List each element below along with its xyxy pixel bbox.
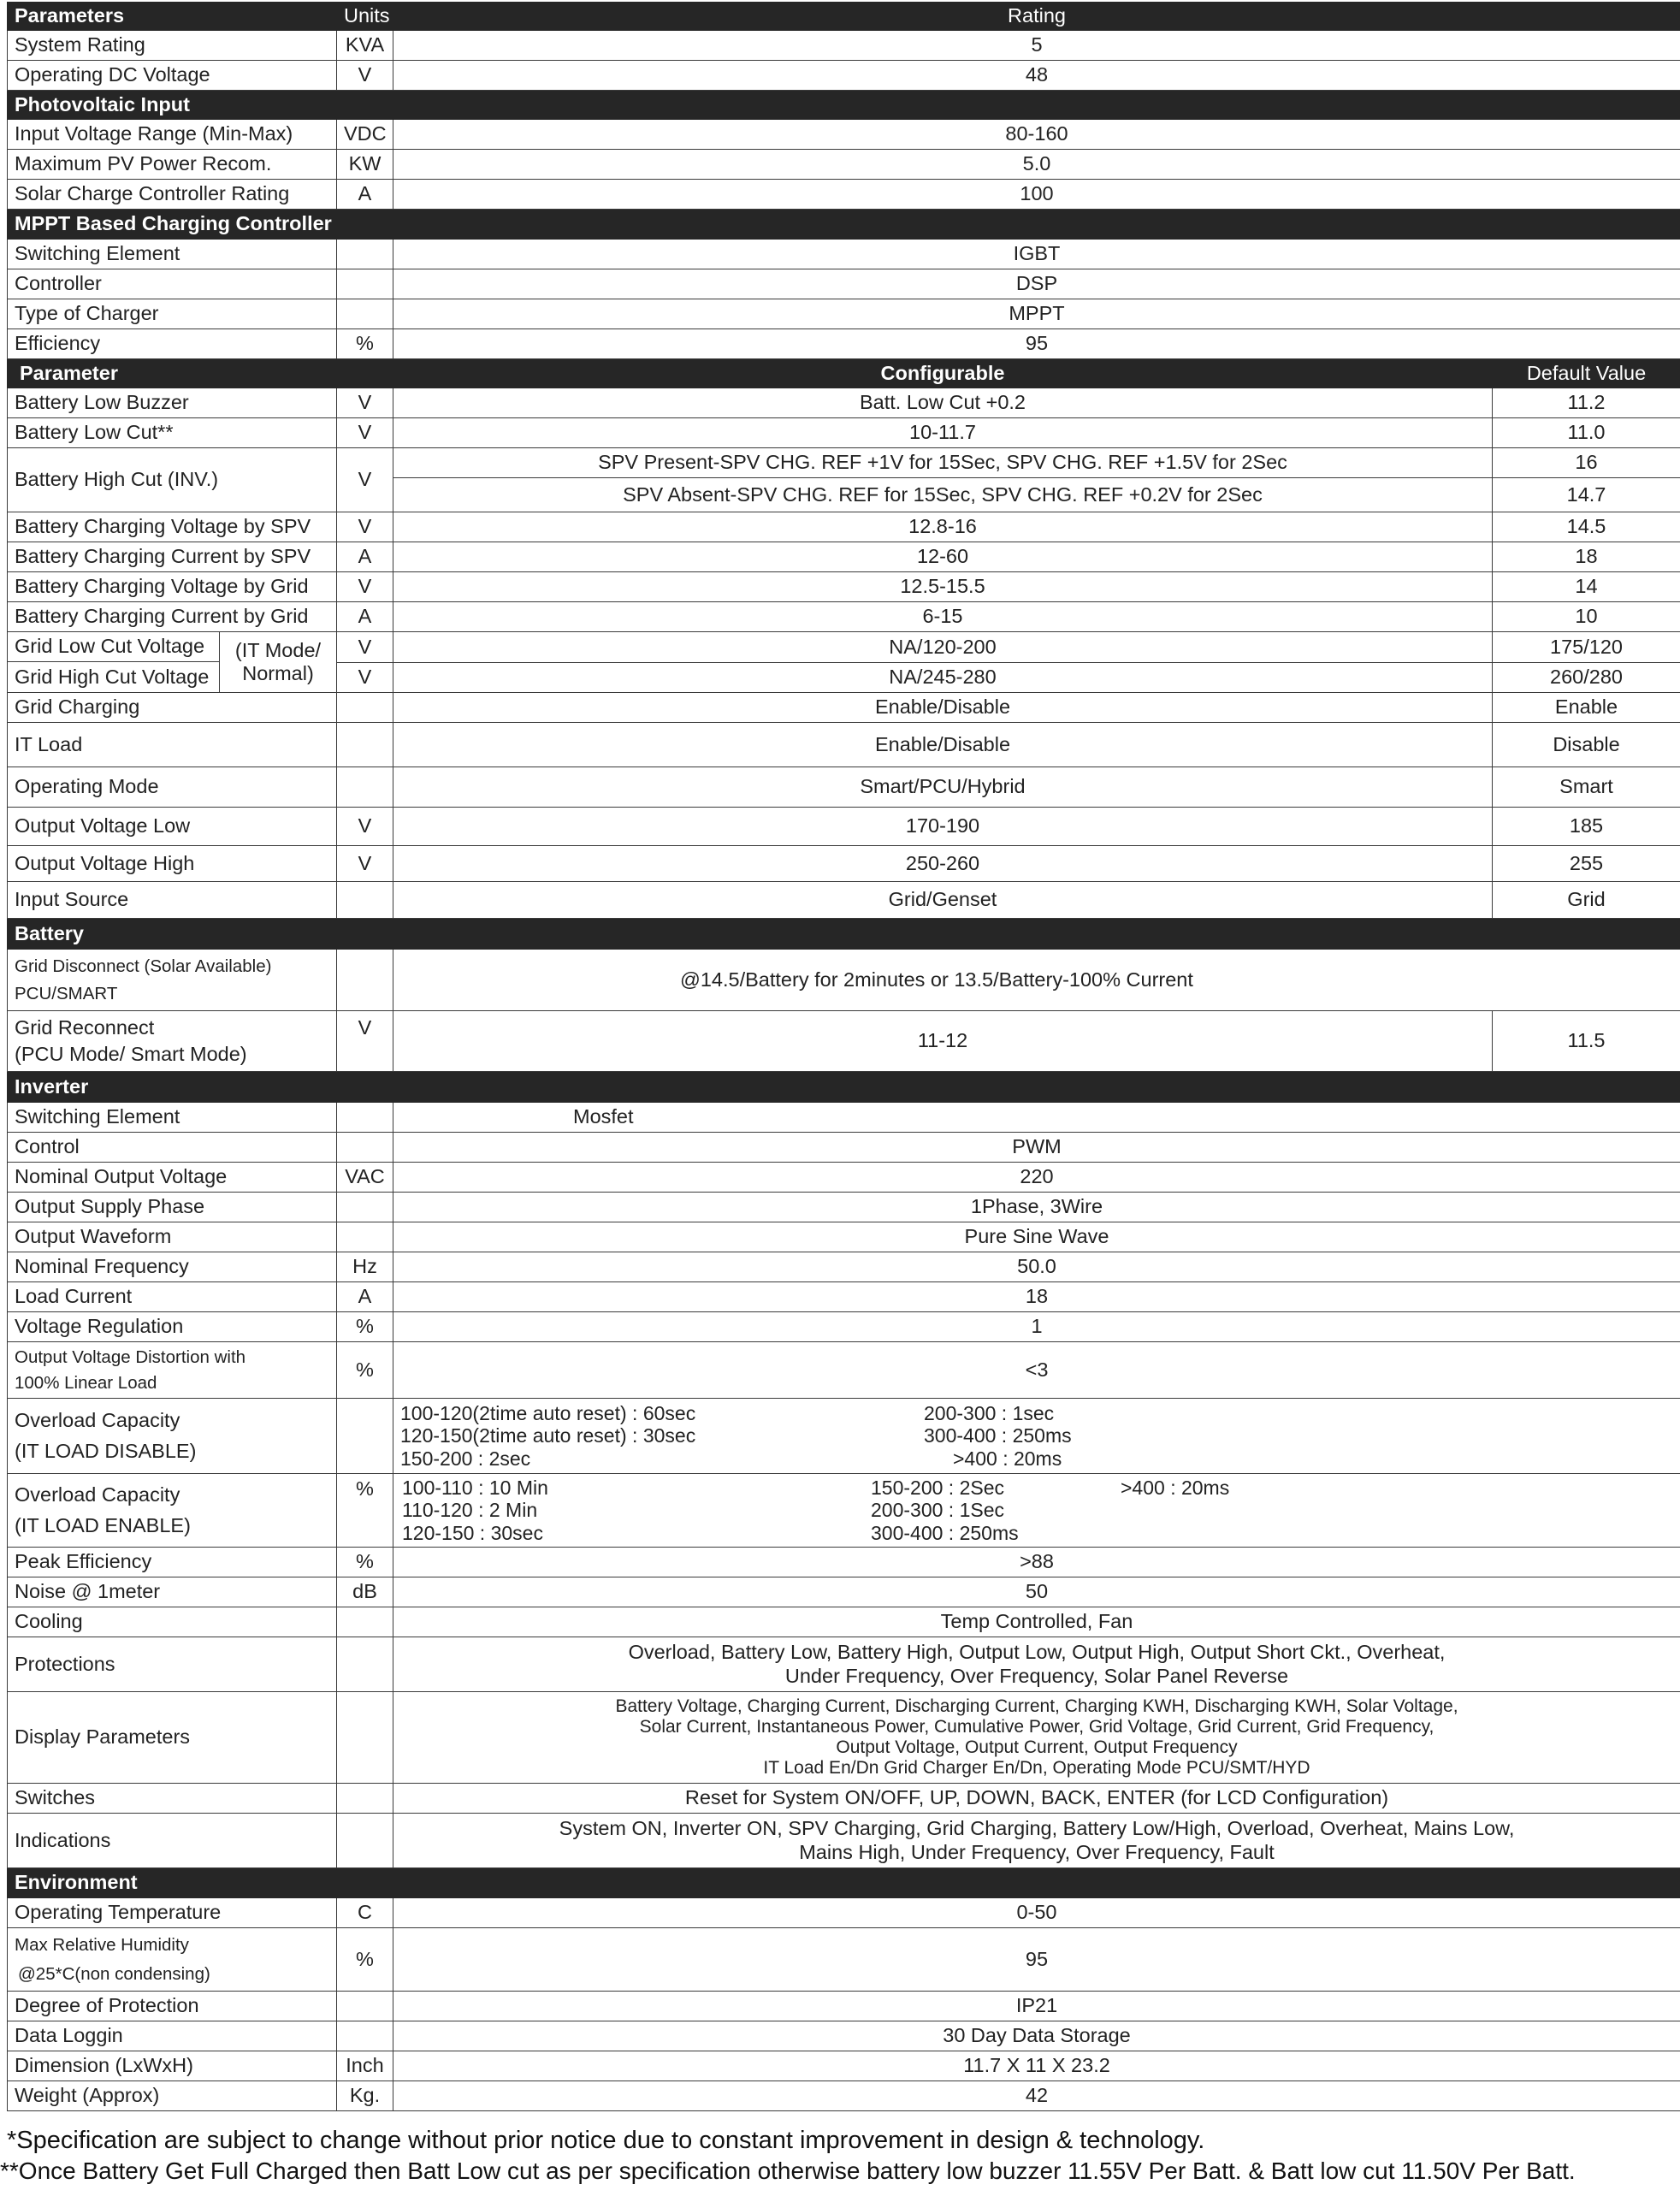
param-value: 18 <box>393 1282 1680 1312</box>
table-row <box>8 542 1680 572</box>
param-value: 170-190 <box>393 808 1493 846</box>
section-title: Battery <box>8 919 1680 950</box>
param-name: Efficiency <box>8 329 337 359</box>
param-unit: Kg. <box>337 2081 393 2111</box>
table-row <box>8 329 1680 359</box>
param-unit <box>337 1692 393 1784</box>
footnote-2: **Once Battery Get Full Charged then Batt Low cut as per specification otherwise battery low buzzer 11.55V Per Batt. & Batt low cut 11.50V Per Batt. <box>0 2157 1576 2184</box>
param-name: Operating DC Voltage <box>8 61 337 91</box>
table-row <box>8 1692 1680 1784</box>
ol-text: 150-200 : 2Sec <box>871 1476 1005 1499</box>
param-name: Input Source <box>8 882 337 919</box>
param-name: Switching Element <box>8 1103 337 1133</box>
param-default: Enable <box>1493 693 1680 723</box>
param-name-line2: PCU/SMART <box>15 983 118 1003</box>
table-row <box>8 1252 1680 1282</box>
table-row <box>8 150 1680 180</box>
param-unit: A <box>337 542 393 572</box>
param-unit: A <box>337 1282 393 1312</box>
ol-text: 200-300 : 1Sec <box>871 1499 1005 1522</box>
table-row <box>8 1607 1680 1637</box>
param-name: Display Parameters <box>8 1692 337 1784</box>
table-row <box>8 846 1680 882</box>
param-value: 6-15 <box>393 602 1493 632</box>
header-rating: Rating <box>393 3 1680 31</box>
param-name: Output Waveform <box>8 1222 337 1252</box>
param-name-line1: Max Relative Humidity <box>15 1934 189 1955</box>
param-value: Enable/Disable <box>393 723 1493 767</box>
table-row <box>8 1222 1680 1252</box>
section-title: Environment <box>8 1868 1680 1898</box>
table-row <box>8 1312 1680 1342</box>
param-name: Battery Low Buzzer <box>8 388 337 418</box>
param-name-line2: (IT LOAD ENABLE) <box>15 1513 191 1536</box>
param-value: 5.0 <box>393 150 1680 180</box>
param-unit: % <box>337 1342 393 1399</box>
param-name: Degree of Protection <box>8 1992 337 2021</box>
table-row <box>8 269 1680 299</box>
ol-text: 200-300 : 1sec <box>924 1401 1055 1424</box>
param-name: Protections <box>8 1637 337 1692</box>
param-value <box>393 1637 1680 1692</box>
param-value: 48 <box>393 61 1680 91</box>
spec-table <box>7 2 1680 2111</box>
param-unit <box>337 1814 393 1868</box>
param-unit <box>337 1992 393 2021</box>
param-default: 11.5 <box>1493 1011 1680 1072</box>
param-value: 12.8-16 <box>393 512 1493 542</box>
param-default: 255 <box>1493 846 1680 882</box>
param-unit <box>337 1222 393 1252</box>
param-name: Switches <box>8 1784 337 1814</box>
value-line: Battery Voltage, Charging Current, Discharging Current, Charging KWH, Discharging KWH, Solar Voltage, <box>615 1696 1458 1716</box>
param-name-line2: (PCU Mode/ Smart Mode) <box>15 1043 247 1065</box>
table-row <box>8 418 1680 448</box>
param-default: 11.0 <box>1493 418 1680 448</box>
param-value: IP21 <box>393 1992 1680 2021</box>
ol-text: 100-110 : 10 Min <box>402 1476 548 1499</box>
table-row <box>8 388 1680 418</box>
param-value: 12.5-15.5 <box>393 572 1493 602</box>
param-name-line1: Grid Reconnect <box>15 1015 155 1039</box>
overload-enable-value <box>393 1474 1680 1548</box>
param-value: Pure Sine Wave <box>393 1222 1680 1252</box>
table-row <box>8 1011 1680 1072</box>
param-value: 220 <box>393 1163 1680 1193</box>
param-unit: A <box>337 180 393 210</box>
param-default: 185 <box>1493 808 1680 846</box>
param-unit <box>337 2021 393 2051</box>
header-blank <box>337 359 393 388</box>
table-row <box>8 240 1680 269</box>
param-value: SPV Absent-SPV CHG. REF for 15Sec, SPV CHG. REF +0.2V for 2Sec <box>393 478 1493 512</box>
table-row <box>8 808 1680 846</box>
param-name <box>8 1474 337 1548</box>
param-name <box>8 1011 337 1072</box>
table-row <box>8 1637 1680 1692</box>
grid-cut-name-cell <box>8 632 337 693</box>
param-value: 10-11.7 <box>393 418 1493 448</box>
table-row-grid-low <box>8 632 1680 663</box>
param-unit <box>337 950 393 1011</box>
grid-high-name: Grid High Cut Voltage <box>8 662 220 692</box>
param-name <box>8 1342 337 1399</box>
param-value: >88 <box>393 1548 1680 1577</box>
param-name-line2: 100% Linear Load <box>15 1372 157 1393</box>
param-value: Grid/Genset <box>393 882 1493 919</box>
param-value: Enable/Disable <box>393 693 1493 723</box>
param-name: Battery Charging Voltage by Grid <box>8 572 337 602</box>
param-unit: V <box>337 388 393 418</box>
header-parameter: Parameter <box>8 359 337 388</box>
param-value: 80-160 <box>393 120 1680 150</box>
param-name-line1: Output Voltage Distortion with <box>15 1347 246 1367</box>
value-line: Output Voltage, Output Current, Output Frequency <box>836 1737 1238 1757</box>
param-unit <box>337 1784 393 1814</box>
section-title: Photovoltaic Input <box>8 91 1680 120</box>
ol-text: 110-120 : 2 Min <box>402 1499 538 1522</box>
table-row <box>8 882 1680 919</box>
param-name: Battery High Cut (INV.) <box>8 448 337 512</box>
param-name: Peak Efficiency <box>8 1548 337 1577</box>
param-value: 42 <box>393 2081 1680 2111</box>
param-unit: V <box>337 662 393 693</box>
param-name <box>8 1399 337 1474</box>
table-row <box>8 1784 1680 1814</box>
table-row <box>8 1548 1680 1577</box>
param-value: 11.7 X 11 X 23.2 <box>393 2051 1680 2081</box>
param-unit: VAC <box>337 1163 393 1193</box>
table-row <box>8 723 1680 767</box>
table-row <box>8 1577 1680 1607</box>
param-value: Reset for System ON/OFF, UP, DOWN, BACK, ENTER (for LCD Configuration) <box>393 1784 1680 1814</box>
param-unit <box>337 723 393 767</box>
table-row <box>8 1282 1680 1312</box>
param-name: Battery Charging Current by SPV <box>8 542 337 572</box>
param-value: 95 <box>393 1928 1680 1992</box>
param-default: 175/120 <box>1493 632 1680 663</box>
param-name-line2: @25*C(non condensing) <box>18 1963 210 1984</box>
header-default-value: Default Value <box>1493 359 1680 388</box>
param-name: Voltage Regulation <box>8 1312 337 1342</box>
table-row <box>8 2081 1680 2111</box>
ol-text: 120-150 : 30sec <box>402 1521 543 1544</box>
ol-text: >400 : 20ms <box>953 1447 1062 1470</box>
param-value: 11-12 <box>393 1011 1493 1072</box>
param-name: Weight (Approx) <box>8 2081 337 2111</box>
param-name: Operating Temperature <box>8 1898 337 1928</box>
param-value: 12-60 <box>393 542 1493 572</box>
param-value: 30 Day Data Storage <box>393 2021 1680 2051</box>
param-unit <box>337 1637 393 1692</box>
param-name: Data Loggin <box>8 2021 337 2051</box>
param-unit: Inch <box>337 2051 393 2081</box>
param-unit: VDC <box>337 120 393 150</box>
value-line: Under Frequency, Over Frequency, Solar Panel Reverse <box>784 1664 1289 1687</box>
param-name-line1: Overload Capacity <box>15 1409 180 1432</box>
table-row <box>8 693 1680 723</box>
table-row <box>8 767 1680 808</box>
param-unit: KW <box>337 150 393 180</box>
param-unit <box>337 299 393 329</box>
section-header-mppt <box>8 210 1680 240</box>
section-header-environment <box>8 1868 1680 1898</box>
param-value: MPPT <box>393 299 1680 329</box>
param-name: Battery Low Cut** <box>8 418 337 448</box>
param-value: Mosfet <box>393 1103 1680 1133</box>
param-name: Solar Charge Controller Rating <box>8 180 337 210</box>
overload-disable-value <box>393 1399 1680 1474</box>
param-unit <box>337 693 393 723</box>
section-header-pv <box>8 91 1680 120</box>
ol-text: 300-400 : 250ms <box>871 1521 1019 1544</box>
param-unit: % <box>337 1474 393 1548</box>
param-unit <box>337 1193 393 1222</box>
param-unit: A <box>337 602 393 632</box>
section-header-battery <box>8 919 1680 950</box>
param-default: 16 <box>1493 448 1680 478</box>
value-line: System ON, Inverter ON, SPV Charging, Grid Charging, Battery Low/High, Overload, Overheat, Mains Low, <box>559 1817 1515 1840</box>
param-unit: C <box>337 1898 393 1928</box>
value-line: IT Load En/Dn Grid Charger En/Dn, Operating Mode PCU/SMT/HYD <box>763 1758 1310 1779</box>
param-unit: dB <box>337 1577 393 1607</box>
param-value: 250-260 <box>393 846 1493 882</box>
param-name: Battery Charging Voltage by SPV <box>8 512 337 542</box>
table-row <box>8 512 1680 542</box>
param-default: Smart <box>1493 767 1680 808</box>
grid-mode-line2: Normal) <box>242 662 314 684</box>
param-name: Controller <box>8 269 337 299</box>
param-default: 260/280 <box>1493 662 1680 693</box>
param-unit <box>337 1607 393 1637</box>
param-value: 5 <box>393 31 1680 61</box>
param-name-line1: Overload Capacity <box>15 1483 180 1506</box>
param-name: Cooling <box>8 1607 337 1637</box>
param-unit: V <box>337 808 393 846</box>
section-header-inverter <box>8 1072 1680 1103</box>
param-name: Input Voltage Range (Min-Max) <box>8 120 337 150</box>
table-row <box>8 61 1680 91</box>
param-name-line1: Grid Disconnect (Solar Available) <box>15 956 272 976</box>
param-default: 10 <box>1493 602 1680 632</box>
param-default: 14.7 <box>1493 478 1680 512</box>
param-unit: V <box>337 572 393 602</box>
footnote-1: *Specification are subject to change without prior notice due to constant improvement in design & technology. <box>7 2127 1205 2154</box>
param-default: Disable <box>1493 723 1680 767</box>
param-value: NA/245-280 <box>393 662 1493 693</box>
param-name: Dimension (LxWxH) <box>8 2051 337 2081</box>
table-row <box>8 1898 1680 1928</box>
param-unit: KVA <box>337 31 393 61</box>
param-value: 95 <box>393 329 1680 359</box>
param-value: 100 <box>393 180 1680 210</box>
param-unit <box>337 1103 393 1133</box>
param-unit: Hz <box>337 1252 393 1282</box>
header-units: Units <box>337 3 393 31</box>
param-unit <box>337 240 393 269</box>
header-parameters: Parameters <box>8 3 337 31</box>
param-name-line2: (IT LOAD DISABLE) <box>15 1439 197 1462</box>
param-value: Temp Controlled, Fan <box>393 1607 1680 1637</box>
ol-text: 300-400 : 250ms <box>924 1424 1072 1447</box>
param-value: DSP <box>393 269 1680 299</box>
ol-text: 100-120(2time auto reset) : 60sec <box>400 1401 696 1424</box>
value-line: Mains High, Under Frequency, Over Frequency, Fault <box>799 1840 1275 1863</box>
header-configurable: Configurable <box>393 359 1493 388</box>
value-line: Overload, Battery Low, Battery High, Output Low, Output High, Output Short Ckt., Overheat, <box>628 1641 1446 1664</box>
param-value: 0-50 <box>393 1898 1680 1928</box>
param-value: 1Phase, 3Wire <box>393 1193 1680 1222</box>
param-name: Control <box>8 1133 337 1163</box>
ol-text: 120-150(2time auto reset) : 30sec <box>400 1424 696 1447</box>
ol-text: 150-200 : 2sec <box>400 1447 531 1470</box>
table-row <box>8 2021 1680 2051</box>
table-row <box>8 1163 1680 1193</box>
param-name: Battery Charging Current by Grid <box>8 602 337 632</box>
table-header-row <box>8 3 1680 31</box>
param-unit: % <box>337 1928 393 1992</box>
param-value: NA/120-200 <box>393 632 1493 663</box>
table-row <box>8 1399 1680 1474</box>
param-name: Output Voltage High <box>8 846 337 882</box>
table-row <box>8 1342 1680 1399</box>
param-unit <box>337 767 393 808</box>
table-row <box>8 1474 1680 1548</box>
param-unit: % <box>337 1312 393 1342</box>
config-header-row <box>8 359 1680 388</box>
param-name: IT Load <box>8 723 337 767</box>
param-unit: V <box>337 61 393 91</box>
grid-mode-line1: (IT Mode/ <box>234 638 322 661</box>
param-unit: % <box>337 329 393 359</box>
param-value: <3 <box>393 1342 1680 1399</box>
param-name: System Rating <box>8 31 337 61</box>
table-row <box>8 299 1680 329</box>
param-value: 50 <box>393 1577 1680 1607</box>
param-default: 18 <box>1493 542 1680 572</box>
section-title: Inverter <box>8 1072 1680 1103</box>
param-value: 50.0 <box>393 1252 1680 1282</box>
param-value: SPV Present-SPV CHG. REF +1V for 15Sec, SPV CHG. REF +1.5V for 2Sec <box>393 448 1493 478</box>
param-unit: V <box>337 846 393 882</box>
param-unit: V <box>337 448 393 512</box>
param-value: 1 <box>393 1312 1680 1342</box>
ol-text: >400 : 20ms <box>1121 1476 1230 1499</box>
grid-low-name: Grid Low Cut Voltage <box>8 632 220 662</box>
param-name: Nominal Output Voltage <box>8 1163 337 1193</box>
param-name: Switching Element <box>8 240 337 269</box>
param-value: IGBT <box>393 240 1680 269</box>
param-unit: % <box>337 1548 393 1577</box>
param-name: Nominal Frequency <box>8 1252 337 1282</box>
param-name <box>8 1928 337 1992</box>
table-row <box>8 180 1680 210</box>
table-row <box>8 602 1680 632</box>
param-value: Batt. Low Cut +0.2 <box>393 388 1493 418</box>
section-title: MPPT Based Charging Controller <box>8 210 1680 240</box>
table-row <box>8 120 1680 150</box>
param-name: Output Voltage Low <box>8 808 337 846</box>
param-name <box>8 950 337 1011</box>
param-unit: V <box>337 418 393 448</box>
param-unit <box>337 1399 393 1474</box>
table-row <box>8 1992 1680 2021</box>
value-line: Solar Current, Instantaneous Power, Cumulative Power, Grid Voltage, Grid Current, Grid Frequency, <box>639 1716 1435 1737</box>
param-name: Grid Charging <box>8 693 337 723</box>
param-name: Operating Mode <box>8 767 337 808</box>
table-row <box>8 31 1680 61</box>
table-row <box>8 1103 1680 1133</box>
param-name: Output Supply Phase <box>8 1193 337 1222</box>
param-unit <box>337 269 393 299</box>
table-row <box>8 950 1680 1011</box>
param-value <box>393 1814 1680 1868</box>
param-default: 11.2 <box>1493 388 1680 418</box>
param-value: PWM <box>393 1133 1680 1163</box>
param-unit: V <box>337 512 393 542</box>
table-row <box>8 1928 1680 1992</box>
table-row <box>8 572 1680 602</box>
param-value: Smart/PCU/Hybrid <box>393 767 1493 808</box>
param-value <box>393 1692 1680 1784</box>
param-default: 14.5 <box>1493 512 1680 542</box>
param-name: Maximum PV Power Recom. <box>8 150 337 180</box>
table-row <box>8 1193 1680 1222</box>
table-row <box>8 1133 1680 1163</box>
param-default: 14 <box>1493 572 1680 602</box>
table-row <box>8 448 1680 478</box>
table-row <box>8 2051 1680 2081</box>
param-default: Grid <box>1493 882 1680 919</box>
param-name: Indications <box>8 1814 337 1868</box>
param-unit <box>337 1133 393 1163</box>
param-unit: V <box>337 1011 393 1072</box>
param-name: Type of Charger <box>8 299 337 329</box>
param-name: Noise @ 1meter <box>8 1577 337 1607</box>
param-value: @14.5/Battery for 2minutes or 13.5/Battery-100% Current <box>393 950 1680 1011</box>
param-unit: V <box>337 632 393 663</box>
param-unit <box>337 882 393 919</box>
param-name: Load Current <box>8 1282 337 1312</box>
table-row <box>8 1814 1680 1868</box>
